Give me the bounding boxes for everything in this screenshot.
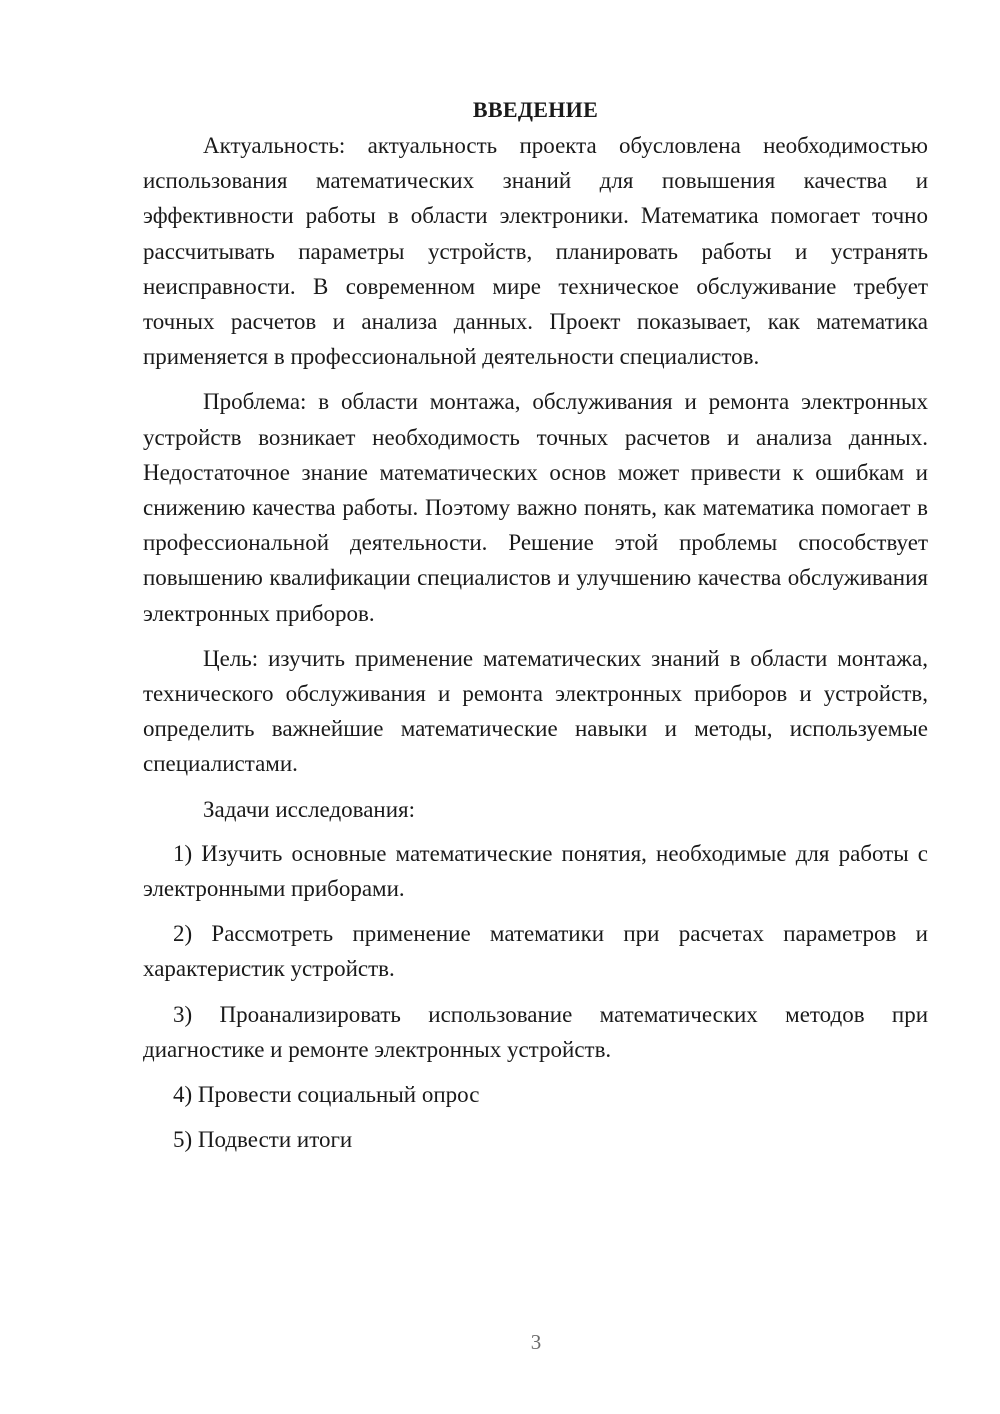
task-item: 3) Проанализировать использование математических методов при диагностике и ремонте электронных устройств. xyxy=(143,1001,928,1062)
task-item: 1) Изучить основные математические понятия, необходимые для работы с электронными приборами. xyxy=(143,840,928,902)
task-item: 5) Подвести итоги xyxy=(173,1127,353,1153)
page-content xyxy=(143,92,928,1157)
tasks-heading: Задачи исследования: xyxy=(203,796,416,822)
task-item: 2) Рассмотреть применение математики при расчетах параметров и характеристик устройств. xyxy=(143,921,928,982)
paragraph-problem: Проблема: в области монтажа, обслуживания и ремонта электронных устройств возникает необходимость точных расчетов и анализа данных. Недостаточное знание математических основ может привести к ошибкам и снижению качества работы. Поэтому важно понять, как математика помогает в профессиональной деятельности. Решение этой проблемы способствует повышению квалификации специалистов и улучшению качества обслуживания электронных приборов. xyxy=(143,389,928,626)
tasks-list xyxy=(143,836,928,1158)
paragraph-goal: Цель: изучить применение математических знаний в области монтажа, технического обслуживания и ремонта электронных приборов и устройств, определить важнейшие математические навыки и методы, используемые специалистами. xyxy=(143,645,928,777)
page-number: 3 xyxy=(530,1330,542,1354)
task-item: 4) Провести социальный опрос xyxy=(173,1082,480,1108)
paragraph-relevance: Актуальность: актуальность проекта обусловлена необходимостью использования математических знаний для повышения качества и эффективности работы в области электроники. Математика помогает точно рассчитывать параметры устройств, планировать работы и устранять неисправности. В современном мире техническое обслуживание требует точных расчетов и анализа данных. Проект показывает, как математика применяется в профессиональной деятельности специалистов. xyxy=(143,133,928,370)
section-title: ВВЕДЕНИЕ xyxy=(472,97,599,122)
